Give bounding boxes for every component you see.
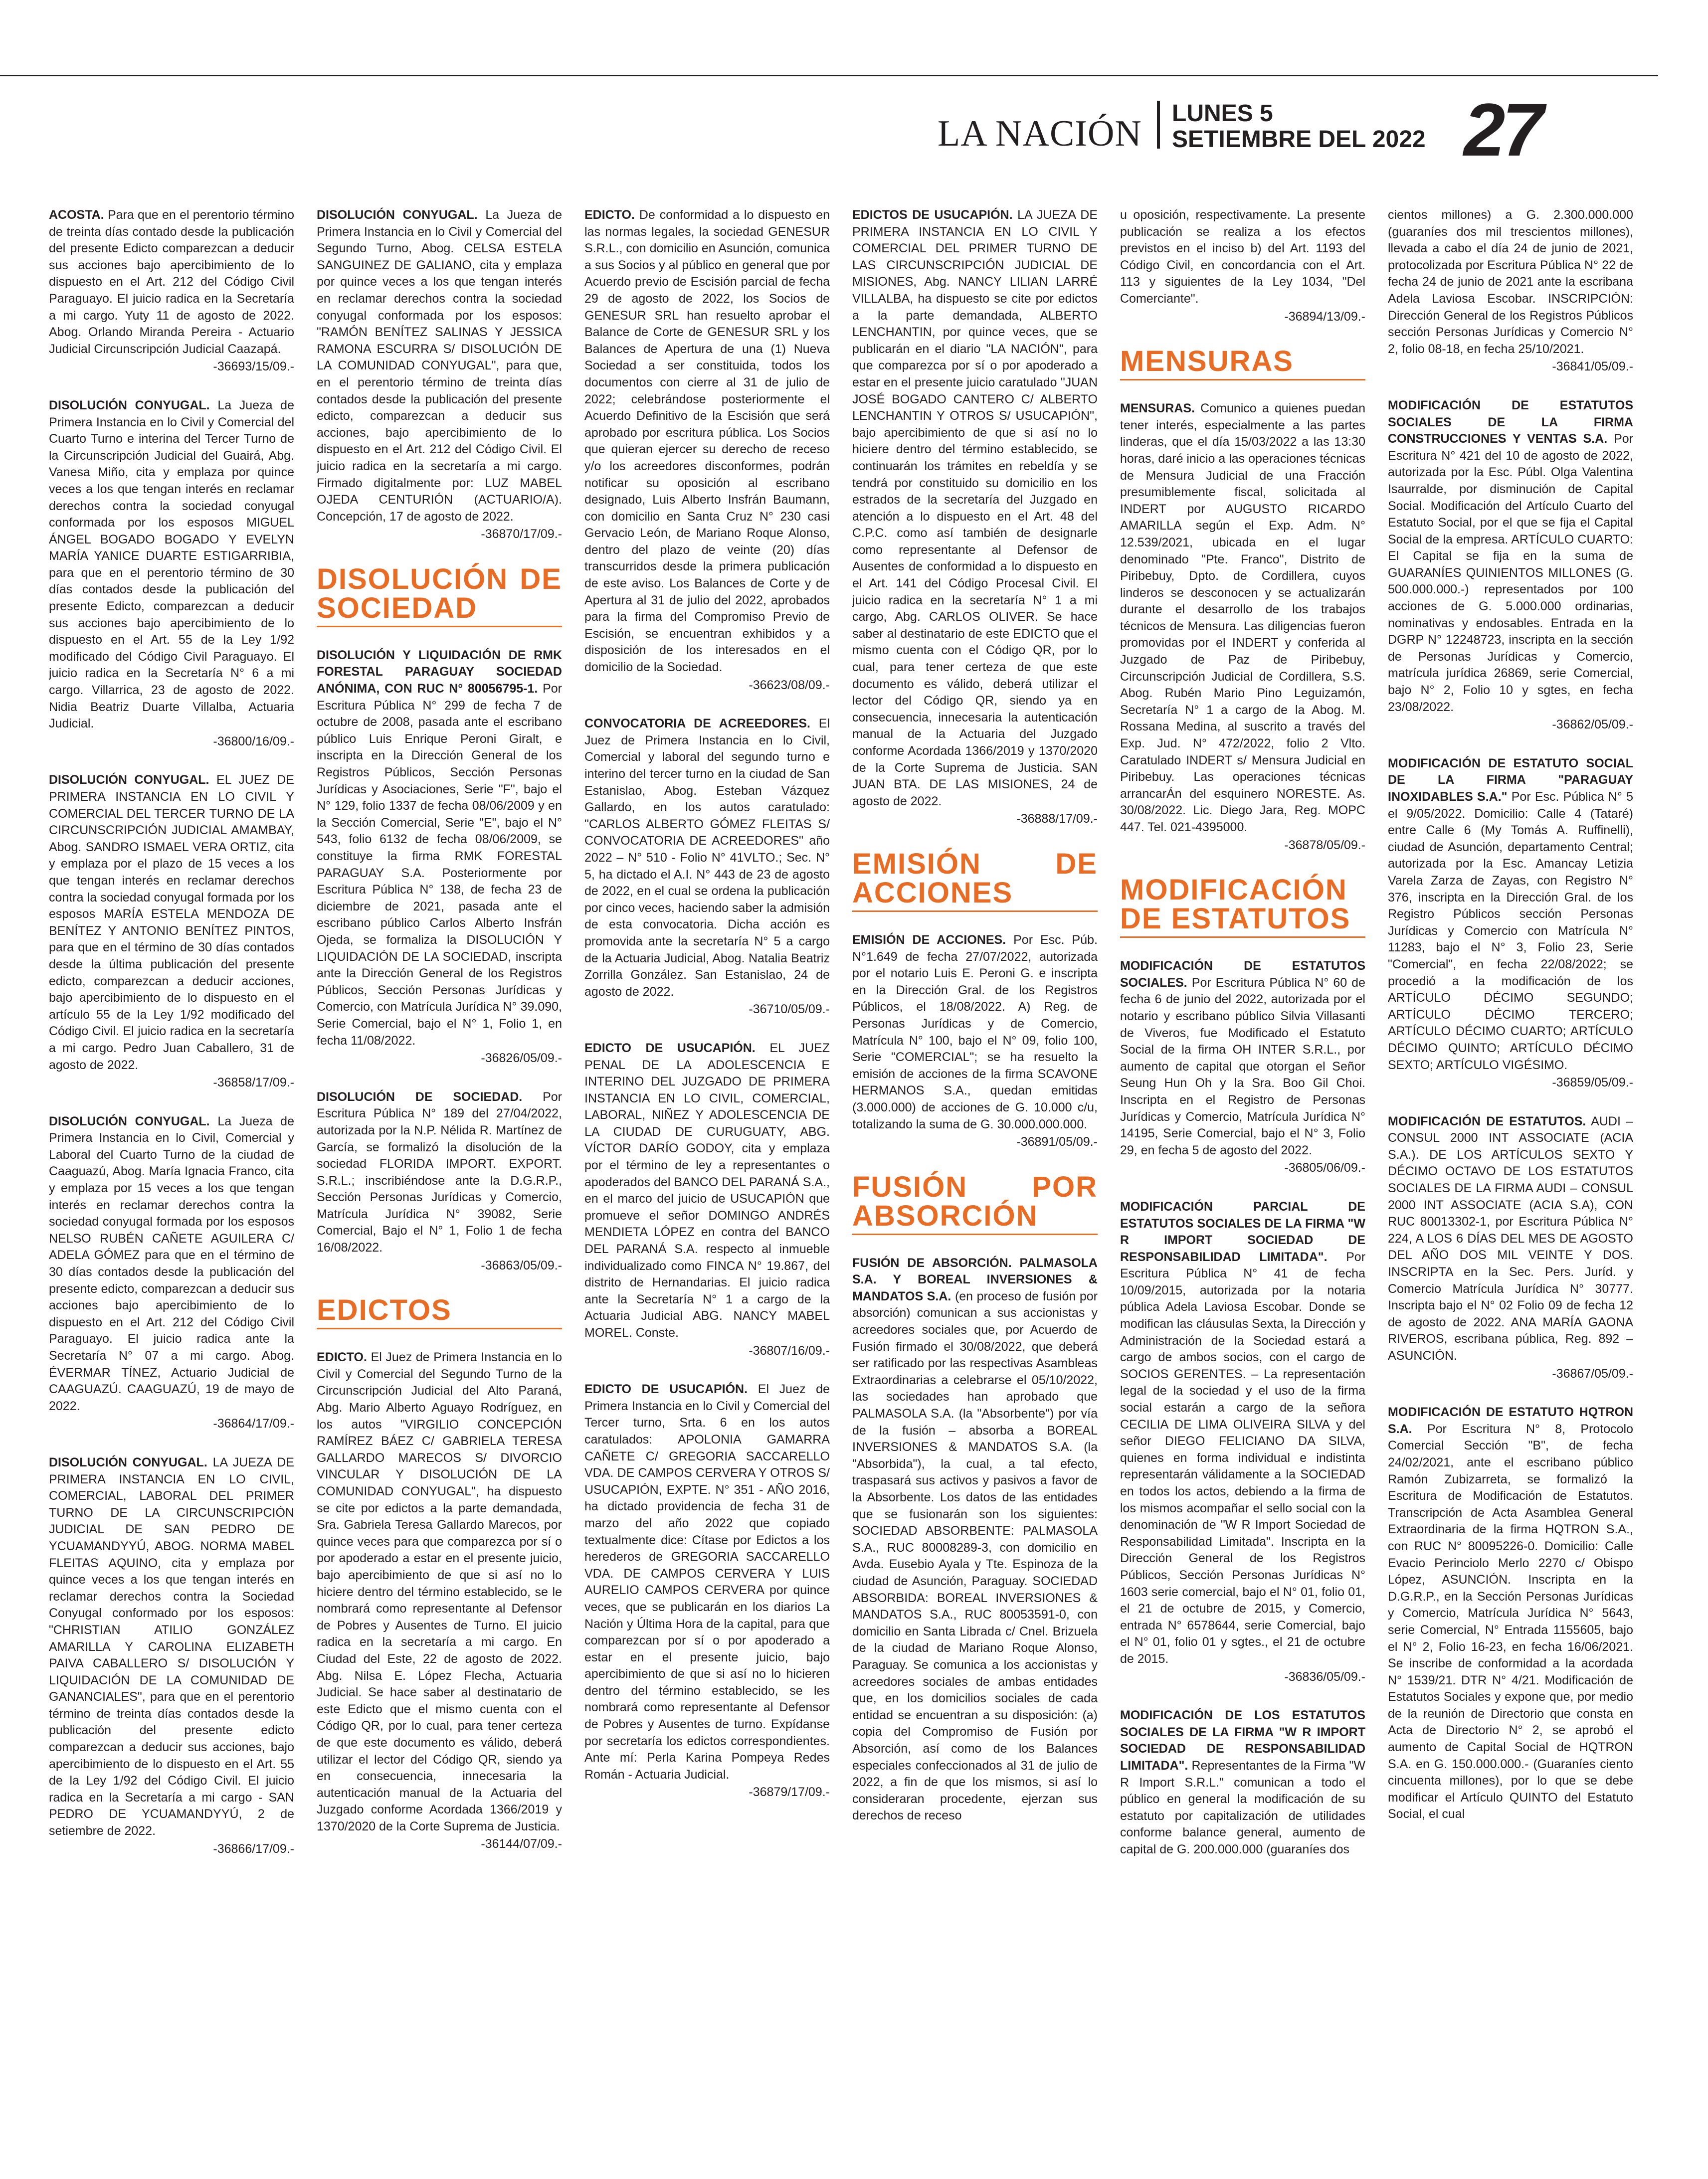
notice-lead: DISOLUCIÓN CONYUGAL.	[49, 1455, 207, 1469]
notice-lead: EDICTO DE USUCAPIÓN.	[584, 1041, 756, 1055]
notice-body: Para que en el perentorio término de treinta días contado desde la publicación del presente Edicto comparezcan a deducir sus acciones bajo apercibimiento de lo dispuesto en el Art. 212 del Código Civil Paraguayo. El juicio radica en la Secretaría a mi cargo. Yuty 11 de agosto de 2022. Abog. Orlando Miranda Pereira - Actuario Judicial Circunscripción Judicial Caazapá.	[49, 208, 294, 356]
masthead	[938, 88, 1608, 172]
notice-reference: -36866/17/09.-	[213, 1841, 294, 1856]
notice-text	[584, 1381, 830, 1783]
notice-body: La Jueza de Primera Instancia en lo Civil y Comercial del Segundo Turno, Abog. CELSA ESTELA SANGUINEZ DE GALIANO, cita y emplaza por quince veces a los que tengan interés en reclamar derechos contra la sociedad conyugal conformada por los esposos: "RAMÓN BENÍTEZ SALINAS Y JESSICA RAMONA ESCURRA S/ DISOLUCIÓN DE LA COMUNIDAD CONYUGAL", para que, en el perentorio término de treinta días contados desde la publicación del presente edicto, comparezcan a deducir sus acciones, bajo apercibimiento de lo dispuesto en el Art. 212 del Código Civil. El juicio radica en la secretaría a mi cargo. Firmado digitalmente por: LUZ MABEL OJEDA CENTURIÓN (ACTUARIO/A). Concepción, 17 de agosto de 2022.	[317, 208, 562, 524]
notice-text	[584, 1040, 830, 1342]
notice-text	[584, 207, 830, 676]
section-heading	[317, 562, 562, 629]
notice-body: LA JUEZA DE PRIMERA INSTANCIA EN LO CIVIL, COMERCIAL, LABORAL DEL PRIMER TURNO DE LA CIRCUNSCRIPCIÓN JUDICIAL DE SAN PEDRO DE YCUAMANDYYÚ, ABOG. NORMA MABEL FLEITAS AQUINO, cita y emplaza por quince veces a los que tengan interés en reclamar derechos contra la Sociedad Conyugal conformado por los esposos: "CHRISTIAN ATILIO GONZÁLEZ AMARILLA Y CAROLINA ELIZABETH PAIVA CABALLERO S/ DISOLUCIÓN Y LIQUIDACIÓN DE LA COMUNIDAD DE GANANCIALES", para que en el perentorio término de treinta días contados desde la publicación del presente edicto comparezcan a deducir sus acciones, bajo apercibimiento de lo dispuesto en el Art. 55 de la Ley 1/92 del Código Civil. El juicio radica en la Secretaría a mi cargo - SAN PEDRO DE YCUAMANDYYÚ, 2 de setiembre de 2022.	[49, 1455, 294, 1838]
section-underline	[317, 626, 562, 627]
notice-lead: MODIFICACIÓN DE ESTATUTO SOCIAL DE LA FIRMA "PARAGUAY INOXIDABLES S.A."	[1388, 756, 1633, 804]
section-heading	[852, 847, 1098, 914]
issue-date-line-2: SETIEMBRE DEL 2022	[1172, 126, 1426, 153]
legal-notice	[584, 716, 830, 1018]
notice-reference: -36710/05/09.-	[749, 1002, 830, 1017]
legal-notice	[852, 1255, 1098, 1824]
notice-text	[49, 397, 294, 732]
legal-notice	[49, 1113, 294, 1433]
notice-text	[49, 1454, 294, 1840]
legal-notice	[1388, 397, 1633, 733]
legal-notice	[1120, 1707, 1365, 1858]
notice-lead: ACOSTA.	[49, 208, 104, 222]
notice-reference: -36891/05/09.-	[1016, 1135, 1098, 1149]
notice-body: El Juez de Primera Instancia en lo Civil y Comercial del Tercer turno, Srta. 6 en los autos caratulados: APOLONIA GAMARRA CAÑETE C/ GREGORIA SACCARELLO VDA. DE CAMPOS CERVERA Y OTROS S/ USUCAPIÓN, EXPTE. N° 351 - AÑO 2016, ha dictado providencia de fecha 31 de marzo del año 2022 que copiado textualmente dice: Cítase por Edictos a los herederos de GREGORIA SACCARELLO VDA. DE CAMPOS CERVERA Y LUIS AURELIO CAMPOS CERVERA por quince veces, que se publicarán en los diarios La Nación y Última Hora de la capital, para que comparezcan por sí o por apoderado a estar en el presente juicio, bajo apercibimiento de que si así no lo hicieren dentro del término establecido, se les nombrará como representante al Defensor de Pobres y Ausentes de turno. Expídanse por secretaría los edictos correspondientes. Ante mí: Perla Karina Pompeya Redes Román - Actuaria Judicial.	[584, 1382, 830, 1782]
notice-body: Por Escritura Pública N° 189 del 27/04/2022, autorizada por la N.P. Nélida R. Martínez de García, se formalizó la disolución de la sociedad FLORIDA IMPORT. EXPORT. S.R.L.; inscribiéndose ante la D.G.R.P., Sección Personas Jurídicas y Comercio, Matrícula Jurídica N° 39082, Serie Comercial, Bajo el N° 1, Folio 1 de fecha 16/08/2022.	[317, 1090, 562, 1255]
notice-reference: -36867/05/09.-	[1552, 1366, 1633, 1381]
notice-lead: DISOLUCIÓN CONYUGAL.	[49, 773, 209, 787]
section-underline	[317, 1328, 562, 1329]
notice-lead: DISOLUCIÓN CONYUGAL.	[317, 208, 478, 222]
notice-text	[49, 1113, 294, 1415]
notice-body: La Jueza de Primera Instancia en lo Civil y Comercial del Cuarto Turno e interina del Tercer Turno de la Circunscripción Judicial del Guairá, Abg. Vanesa Miño, cita y emplaza por quince veces a los que tengan interés en reclamar derechos contra la sociedad conyugal conformada por los esposos MIGUEL ÁNGEL BOGADO BOGADO Y EVELYN MARÍA YANICE DUARTE ESTIGARRIBIA, para que en el perentorio término de 30 días contados desde la publicación del presente Edicto, comparezcan a deducir sus acciones bajo apercibimiento de lo dispuesto en el Art. 55 de la Ley 1/92 modificado del Código Civil Paraguayo. El juicio radica en la Secretaría N° 6 a mi cargo. Villarrica, 23 de agosto de 2022. Nidia Beatriz Duarte Villalba, Actuaria Judicial.	[49, 398, 294, 731]
notice-body: EL JUEZ DE PRIMERA INSTANCIA EN LO CIVIL Y COMERCIAL DEL TERCER TURNO DE LA CIRCUNSCRIPCIÓN JUDICIAL AMAMBAY, Abog. SANDRO ISMAEL VERA ORTIZ, cita y emplaza por el plazo de 15 veces a los que tengan interés en reclamar derechos contra la sociedad conyugal formada por los esposos MARÍA ESTELA MENDOZA DE BENÍTEZ Y ANTONIO BENÍTEZ PINTOS, para que en el término de 30 días contados desde la última publicación del presente edicto, comparezcan a deducir acciones, bajo apercibimiento de lo dispuesto en el artículo 55 de la Ley 1/92 modificado del Código Civil. El juicio radica en la secretaría a mi cargo. Pedro Juan Caballero, 31 de agosto de 2022.	[49, 773, 294, 1072]
notice-reference: -36862/05/09.-	[1552, 718, 1633, 732]
legal-notice	[317, 647, 562, 1067]
section-heading	[852, 1170, 1098, 1237]
notice-body: El Juez de Primera Instancia en lo Civil y Comercial del Segundo Turno de la Circunscripción Judicial del Alto Paraná, Abg. Mario Alberto Aguayo Rodríguez, en los autos "VIRGILIO CONCEPCIÓN RAMÍREZ BÁEZ C/ GABRIELA TERESA GALLARDO MARECOS S/ DIVORCIO VINCULAR Y DISOLUCIÓN DE LA COMUNIDAD CONYUGAL", ha dispuesto se cite por edictos a la parte demandada, Sra. Gabriela Teresa Gallardo Marecos, por quince veces para que comparezca por sí o por apoderado a estar en el presente juicio, bajo apercibimiento de que si así no lo hiciere dentro del término establecido, se le nombrará como representante al Defensor de Pobres y Ausentes de Turno. El juicio radica en la secretaría a mi cargo. En Ciudad del Este, 22 de agosto de 2022. Abg. Nilsa E. López Flecha, Actuaria Judicial. Se hace saber al destinatario de este Edicto que el mismo cuenta con el Código QR, por lo cual, para tener certeza de que este documento es válido, deberá utilizar el lector del Código QR, siendo ya en consecuencia, innecesaria la autenticación manual de la Actuaria del Juzgado conforme Acordada 1366/2019 y 1370/2020 de la Corte Suprema de Justicia.	[317, 1350, 562, 1833]
notice-text	[852, 1255, 1098, 1824]
notice-body: cientos millones) a G. 2.300.000.000 (guaraníes dos mil trescientos millones), llevada a cabo el día 24 de junio de 2021, protocolizada por Escritura Pública N° 22 de fecha 24 de junio de 2021 ante la escribana Adela Laviosa Escobar. INSCRIPCIÓN: Dirección General de los Registros Públicos sección Personas Jurídicas y Comercio N° 2, folio 08-18, en fecha 25/10/2021.	[1388, 208, 1633, 356]
notice-text	[1388, 207, 1633, 358]
notice-body: Representantes de la Firma "W R Import S.R.L." comunican a todo el público en general la modificación de su estatuto por capitalización de utilidades conforme balance general, aumento de capital de G. 200.000.000 (guaraníes dos	[1120, 1758, 1365, 1856]
column-5	[1120, 207, 1365, 2162]
notice-reference: -36894/13/09.-	[1284, 309, 1365, 324]
section-underline	[1120, 936, 1365, 938]
notice-text	[1388, 1113, 1633, 1365]
notice-body: De conformidad a lo dispuesto en las normas legales, la sociedad GENESUR S.R.L., con domicilio en Asunción, comunica a sus Socios y al público en general que por Acuerdo previo de Escisión parcial de fecha 29 de agosto de 2022, los Socios de GENESUR SRL han resuelto aprobar el Balance de Corte de GENESUR SRL y los Balances de Apertura de una (1) Nueva Sociedad a ser constituida, todos los documentos con cierre al 31 de julio de 2022; celebrándose posteriormente el Acuerdo Definitivo de la Escisión que será aprobado por escritura pública. Los Socios que quieran ejercer su derecho de receso y/o los acreedores disconformes, podrán notificar su oposición al escribano designado, Luis Alberto Insfrán Baumann, con domicilio en Santa Cruz N° 230 casi Gervacio León, de Mariano Roque Alonso, dentro del plazo de veinte (20) días transcurridos desde la primera publicación de este aviso. Los Balances de Corte y de Apertura al 31 de julio del 2022, aprobados para la firma del Compromiso Previo de Escisión, se encuentran exhibidos y a disposición de los interesados en el domicilio de la Sociedad.	[584, 208, 830, 675]
notice-reference: -36841/05/09.-	[1552, 360, 1633, 374]
notice-body: AUDI – CONSUL 2000 INT ASSOCIATE (ACIA S.A.). DE LOS ARTÍCULOS SEXTO Y DÉCIMO OCTAVO DE LOS ESTATUTOS SOCIALES DE LA FIRMA AUDI – CONSUL 2000 INT ASSOCIATE (ACIA S.A), CON RUC 80013302-1, por Escritura Pública N° 224, A LOS 6 DÍAS DEL MES DE AGOSTO DEL AÑO DOS MIL VEINTE Y DOS. INSCRIPTA en la Sec. Pers. Juríd. y Comercio Matrícula Jurídica N° 30777. Inscripta bajo el N° 02 Folio 09 de fecha 12 de agosto de 2022. ANA MARÍA GAONA RIVEROS, escribana pública, Reg. 892 – ASUNCIÓN.	[1388, 1114, 1633, 1363]
classifieds-columns	[49, 207, 1635, 2162]
notice-lead: MENSURAS.	[1120, 401, 1195, 416]
section-title: DISOLUCIÓN DE SOCIEDAD	[317, 562, 562, 624]
notice-text	[317, 1349, 562, 1835]
notice-lead: EDICTO.	[584, 208, 635, 222]
notice-text	[1120, 958, 1365, 1159]
section-heading	[317, 1296, 562, 1331]
notice-text	[1120, 1707, 1365, 1858]
notice-reference: -36144/07/09.-	[481, 1837, 562, 1851]
notice-body: El Juez de Primera Instancia en lo Civil, Comercial y laboral del segundo turno e interino del tercer turno en la ciudad de San Estanislao, Abog. Esteban Vázquez Gallardo, en los autos caratulado: "CARLOS ALBERTO GÓMEZ FLEITAS S/ CONVOCATORIA DE ACREEDORES" año 2022 – N° 510 - Folio N° 41VLTO.; Sec. N° 5, ha dictado el A.I. N° 443 de 23 de agosto de 2022, en el cual se ordena la publicación por cinco veces, haciendo saber la admisión de esta convocatoria. Dicha acción es promovida ante la secretaría N° 5 a cargo de la Actuaria Judicial, Abog. Natalia Beatriz Zorrilla González. San Estanislao, 24 de agosto de 2022.	[584, 717, 830, 999]
masthead-divider	[1157, 101, 1160, 149]
notice-lead: EMISIÓN DE ACCIONES.	[852, 932, 1006, 947]
notice-text	[317, 647, 562, 1049]
notice-reference: -36870/17/09.-	[481, 527, 562, 542]
legal-notice	[852, 932, 1098, 1151]
notice-body: EL JUEZ PENAL DE LA ADOLESCENCIA E INTERINO DEL JUZGADO DE PRIMERA INSTANCIA EN LO CIVIL, COMERCIAL, LABORAL, NIÑEZ Y ADOLESCENCIA DE LA CIUDAD DE CURUGUATY, ABG. VÍCTOR DARÍO GODOY, cita y emplaza por el término de ley a representantes o apoderados del BANCO DEL PARANÁ S.A., en el marco del juicio de USUCAPIÓN que promueve el señor DOMINGO ANDRÉS MENDIETA LÓPEZ en contra del BANCO DEL PARANÁ S.A. respecto al inmueble individualizado como FINCA N° 19.867, del distrito de Hernandarias. El juicio radica ante la Secretaría N° 1 a cargo de la Actuaria Judicial ABG. NANCY MABEL MOREL. Conste.	[584, 1041, 830, 1340]
legal-notice	[1388, 755, 1633, 1091]
legal-notice	[49, 397, 294, 750]
legal-notice	[1388, 1404, 1633, 1823]
notice-body: Comunico a quienes puedan tener interés, especialmente a las partes linderas, que el día 15/03/2022 a las 13:30 horas, daré inicio a las operaciones técnicas de Mensura Judicial de una Fracción presumiblemente fiscal, solicitada al INDERT por AUGUSTO RICARDO AMARILLA según el Exp. Adm. N° 12.539/2021, ubicada en el lugar denominado "Pte. Franco", Distrito de Piribebuy, Dpto. de Cordillera, cuyos linderos se desconocen y se actualizarán durante el desarrollo de los trabajos técnicos de Mensura. Las diligencias fueron promovidas por el INDERT y conferida al Juzgado de Paz de Piribebuy, Circunscripción Judicial de Cordillera, S.S. Abog. Rubén Mario Pino Leguizamón, Secretaría N° 1 a cargo de la Abog. M. Rossana Medina, al suscrito a través del Exp. Jud. N° 472/2022, folio 2 Vlto. Caratulado INDERT s/ Mensura Judicial en Piribebuy. Las operaciones técnicas arrancarÁn del esquinero NORESTE. As. 30/08/2022. Lic. Diego Jara, Reg. MOPC 447. Tel. 021-4395000.	[1120, 401, 1365, 834]
notice-text	[1120, 207, 1365, 308]
section-title: MODIFICACIÓN DE ESTATUTOS	[1120, 874, 1351, 935]
notice-lead: EDICTO.	[317, 1350, 367, 1365]
notice-text	[1388, 755, 1633, 1074]
notice-body: Por Escritura Pública N° 299 de fecha 7 de octubre de 2008, pasada ante el escribano público Luis Enrique Peroni Giralt, e inscripta en la Dirección General de los Registros Públicos, Sección Personas Jurídicas y Asociaciones, Serie "F", bajo el N° 129, folio 1337 de fecha 08/06/2009 y en la Sección Comercial, Serie "E", bajo el N° 543, folio 6132 de fecha 08/06/2009, se constituye la firma RMK FORESTAL PARAGUAY S.A. Posteriormente por Escritura Pública N° 138, de fecha 23 de diciembre de 2021, pasada ante el escribano público Carlos Alberto Insfrán Ojeda, se formaliza la DISOLUCIÓN Y LIQUIDACIÓN DE LA SOCIEDAD, inscripta ante la Dirección General de los Registros Públicos, Sección Personas Jurídicas y Comercio, con Matrícula Jurídica N° 39.090, Serie Comercial, bajo el N° 1, Folio 1, en fecha 11/08/2022.	[317, 682, 562, 1048]
notice-text	[1120, 400, 1365, 836]
notice-body: Por Escritura Pública N° 60 de fecha 6 de junio del 2022, autorizada por el notario y escribano público Silvia Villasanti de Viveros, fue Modificado el Estatuto Social de la firma OH INTER S.R.L., por aumento de capital que otorgan el Señor Seung Hun Oh y la Sra. Boo Gil Choi. Inscripta en el Registro de Personas Jurídicas y Comercio, Matrícula Jurídica N° 14195, Serie Comercial, bajo el N° 3, Folio 29, en fecha 5 de agosto del 2022.	[1120, 975, 1365, 1157]
legal-notice	[1120, 1199, 1365, 1685]
notice-lead: DISOLUCIÓN CONYUGAL.	[49, 398, 210, 412]
notice-lead: FUSIÓN DE ABSORCIÓN. PALMASOLA S.A. Y BOREAL INVERSIONES & MANDATOS S.A.	[852, 1256, 1098, 1303]
column-4	[852, 207, 1098, 2162]
notice-text	[317, 207, 562, 525]
section-heading	[1120, 347, 1365, 382]
section-title: EMISIÓN DE ACCIONES	[852, 847, 1098, 909]
page-number: 27	[1464, 88, 1541, 172]
notice-text	[1120, 1199, 1365, 1668]
notice-reference: -36859/05/09.-	[1552, 1076, 1633, 1090]
legal-notice	[49, 207, 294, 375]
notice-reference: -36878/05/09.-	[1284, 838, 1365, 852]
notice-body: Por Escritura N° 421 del 10 de agosto de 2022, autorizada por la Esc. Públ. Olga Valentina Isaurralde, por disminución de Capital Social. Modificación del Artículo Cuarto del Estatuto Social, por el que se fija el Capital Social de la empresa. ARTÍCULO CUARTO: El Capital se fija en la suma de GUARANÍES QUINIENTOS MILLONES (G. 500.000.000.-) representados por 100 acciones de G. 5.000.000 ordinarias, nominativas y endosables. Entrada en la DGRP N° 12248723, inscripta en la sección de Personas Jurídicas y Comercio, matrícula jurídica 26869, serie Comercial, bajo N° 2, Folio 10 y sgtes, en fecha 23/08/2022.	[1388, 432, 1633, 714]
notice-lead: DISOLUCIÓN Y LIQUIDACIÓN DE RMK FORESTAL PARAGUAY SOCIEDAD ANÓNIMA, CON RUC N° 80056795-1.	[317, 648, 562, 696]
notice-lead: DISOLUCIÓN CONYUGAL.	[49, 1114, 210, 1128]
legal-notice	[1120, 400, 1365, 854]
notice-text	[584, 716, 830, 1000]
notice-reference: -36864/17/09.-	[213, 1417, 294, 1431]
section-underline	[1120, 379, 1365, 380]
issue-date-line-1: LUNES 5	[1172, 100, 1273, 127]
notice-reference: -36693/15/09.-	[213, 360, 294, 374]
section-underline	[852, 910, 1098, 912]
section-heading	[1120, 876, 1365, 940]
notice-reference: -36800/16/09.-	[213, 734, 294, 748]
legal-notice	[317, 1089, 562, 1274]
notice-text	[49, 207, 294, 358]
issue-date	[1172, 101, 1426, 153]
notice-body: La Jueza de Primera Instancia en lo Civil, Comercial y Laboral del Cuarto Turno de la ciudad de Caaguazú, Abog. María Ignacia Franco, cita y emplaza por 15 veces a los que tengan interés en reclamar derechos contra la sociedad conyugal formada por los esposos NELSO RUBÉN CAÑETE AGUILERA C/ ADELA GÓMEZ para que en el término de 30 días contados desde la publicación del presente edicto, comparezcan a deducir sus acciones bajo apercibimiento de lo dispuesto en el Art. 212 del Código Civil Paraguayo. El juicio radica ante la Secretaría N° 07 a mi cargo. Abog. ÉVERMAR TÍNEZ, Actuario Judicial de CAAGUAZÚ. CAAGUAZÚ, 19 de mayo de 2022.	[49, 1114, 294, 1413]
notice-body: Por Escritura N° 8, Protocolo Comercial Sección "B", de fecha 24/02/2021, ante el escribano público Ramón Zubizarreta, se formalizó la Escritura de Modificación de Estatutos. Transcripción de Acta Asamblea General Extraordinaria de la firma HQTRON S.A., con RUC N° 80095226-0. Domicilio: Calle Evacio Perinciolo Merlo 2270 c/ Obispo López, ASUNCIÓN. Inscripta en la D.G.R.P., en la Sección Personas Jurídicas y Comercio, Matrícula Jurídica N° 5643, serie Comercial, N° Entrada 1155605, bajo el N° 2, Folio 16-23, en fecha 16/06/2021. Se inscribe de conformidad a la acordada N° 1539/21. DTR N° 4/21. Modificación de Estatutos Sociales y expone que, por medio de la reunión de Directorio que consta en Acta de Directorio N° 2, se aprobó el aumento de Capital Social de HQTRON S.A. en G. 150.000.000.- (Guaraníes ciento cincuenta millones), por lo que se debe modificar el Artículo QUINTO del Estatuto Social, el cual	[1388, 1422, 1633, 1821]
legal-notice	[852, 207, 1098, 828]
legal-notice	[317, 1349, 562, 1853]
notice-reference: -36836/05/09.-	[1284, 1669, 1365, 1684]
column-2	[317, 207, 562, 2162]
notice-reference: -36858/17/09.-	[213, 1076, 294, 1090]
notice-reference: -36863/05/09.-	[481, 1258, 562, 1272]
notice-text	[1388, 397, 1633, 716]
notice-lead: MODIFICACIÓN DE LOS ESTATUTOS SOCIALES DE LA FIRMA "W R IMPORT SOCIEDAD DE RESPONSABILIDAD LIMITADA".	[1120, 1708, 1365, 1773]
notice-lead: DISOLUCIÓN DE SOCIEDAD.	[317, 1090, 523, 1104]
notice-body: (en proceso de fusión por absorción) comunican a sus accionistas y acreedores sociales que, por Acuerdo de Fusión firmado el 30/08/2022, que deberá ser ratificado por las respectivas Asambleas Extraordinarias a celebrarse el 05/10/2022, las sociedades han aprobado que PALMASOLA S.A. (la "Absorbente") por vía de la fusión – absorba a BOREAL INVERSIONES & MANDATOS S.A. (la "Absorbida"), la cual, a tal efecto, traspasará sus activos y pasivos a favor de la Absorbente. Los datos de las entidades que se fusionarán son los siguientes: SOCIEDAD ABSORBENTE: PALMASOLA S.A., RUC 80008289-3, con domicilio en Avda. Eusebio Ayala y Tte. Espinoza de la ciudad de Asunción, Paraguay. SOCIEDAD ABSORBIDA: BOREAL INVERSIONES & MANDATOS S.A., RUC 80053591-0, con domicilio en Santa Librada c/ Cnel. Brizuela de la ciudad de Mariano Roque Alonso, Paraguay. Se comunica a los accionistas y acreedores sociales de ambas entidades que, en los domicilios sociales de cada entidad se encuentran a su disposición: (a) copia del Compromiso de Fusión por Absorción, así como de los Balances especiales confeccionados al 31 de julio de 2022, a fin de que los mismos, si así lo consideraran procedente, ejerzan sus derechos de receso	[852, 1289, 1098, 1823]
legal-notice	[584, 1381, 830, 1801]
notice-reference: -36826/05/09.-	[481, 1051, 562, 1066]
notice-text	[1388, 1404, 1633, 1823]
notice-body: LA JUEZA DE PRIMERA INSTANCIA EN LO CIVIL Y COMERCIAL DEL PRIMER TURNO DE LAS CIRCUNSCRIPCIÓN JUDICIAL DE MISIONES, Abg. NANCY LILIAN LARRÉ VILLALBA, ha dispuesto se cite por edictos a la parte demandada, ALBERTO LENCHANTIN, por quince veces, que se publicarán en el diario "LA NACIÓN", para que comparezca por sí o por apoderado a estar en el presente juicio caratulado "JUAN JOSÉ BOGADO CANTERO C/ ALBERTO LENCHANTIN Y OTROS S/ USUCAPIÓN", bajo apercibimiento de que si así no lo hiciere dentro del término establecido, se continuarán los trámites en rebeldía y se tendrá por constituido su domicilio en los estrados de la secretaría del Juzgado en atención a lo dispuesto en el Art. 48 del C.P.C. como así también de designarle como representante al Defensor de Ausentes de conformidad a lo dispuesto en el Art. 141 del Código Procesal Civil. El juicio radica en la secretaría N° 1 a mi cargo, Abg. CARLOS OLIVER. Se hace saber al destinatario de este EDICTO que el mismo cuenta con el Código QR, por lo cual, para tener certeza de que este documento es válido, deberá utilizar el lector del Código QR, siendo ya en consecuencia, innecesaria la autenticación manual de la Actuaria del Juzgado conforme Acordada 1366/2019 y 1370/2020 de la Corte Suprema de Justicia. SAN JUAN BTA. DE LAS MISIONES, 24 de agosto de 2022.	[852, 208, 1098, 808]
notice-lead: MODIFICACIÓN DE ESTATUTOS SOCIALES DE LA FIRMA CONSTRUCCIONES Y VENTAS S.A.	[1388, 398, 1633, 446]
notice-reference: -36807/16/09.-	[749, 1343, 830, 1358]
section-title: MENSURAS	[1120, 345, 1294, 378]
notice-text	[49, 772, 294, 1074]
legal-notice	[584, 207, 830, 694]
notice-lead: MODIFICACIÓN DE ESTATUTOS SOCIALES.	[1120, 959, 1365, 990]
notice-text	[852, 932, 1098, 1133]
legal-notice	[1388, 1113, 1633, 1383]
legal-notice	[317, 207, 562, 543]
legal-notice	[584, 1040, 830, 1359]
section-underline	[852, 1234, 1098, 1235]
legal-notice	[1120, 958, 1365, 1177]
notice-reference: -36623/08/09.-	[749, 678, 830, 692]
notice-reference: -36879/17/09.-	[749, 1785, 830, 1800]
top-rule	[0, 75, 1658, 76]
notice-reference: -36888/17/09.-	[1016, 812, 1098, 826]
legal-notice	[49, 772, 294, 1091]
notice-body: Por Escritura Pública N° 41 de fecha 10/09/2015, autorizada por la notaria pública Adela Laviosa Escobar. Donde se modifican las cláusulas Sexta, la Dirección y Administración de la Sociedad estará a cargo de ambos socios, con el cargo de SOCIOS GERENTES. – La representación legal de la sociedad y el uso de la firma social estarán a cargo de la señora CECILIA DE LIMA OLIVEIRA SILVA y del señor DIEGO FELICIANO DA SILVA, quienes en forma individual e indistinta representarán válidamente a la SOCIEDAD en todos los actos, debiendo a la firma de los mismos acompañar el sello social con la denominación de "W R Import Sociedad de Responsabilidad Limitada". Inscripta en la Dirección General de los Registros Públicos, Sección Personas Jurídicas N° 1603 serie comercial, bajo el N° 01, folio 01, el 21 de octubre de 2015, y Comercio, entrada N° 6578644, serie Comercial, bajo el N° 01, folio 01 y sgtes., el 21 de octubre de 2015.	[1120, 1250, 1365, 1666]
column-6	[1388, 207, 1633, 2162]
notice-body: Por Esc. Pública N° 5 el 9/05/2022. Domicilio: Calle 4 (Tataré) entre Calle 6 (My Tomás A. Ruffinelli), ciudad de Asunción, departamento Central; autorizada por la Esc. Amancay Letizia Varela Zarza de Zayas, con Registro N° 376, inscripta en la Dirección Gral. de los Registro Públicos sección Personas Jurídicas y Comercio con Matrícula N° 11283, bajo el N° 3, Folio 23, Serie "Comercial", en fecha 22/08/2022; se procedió a la modificación de los ARTÍCULO DÉCIMO SEGUNDO; ARTÍCULO DÉCIMO TERCERO; ARTÍCULO DÉCIMO CUARTO; ARTÍCULO DÉCIMO QUINTO; ARTÍCULO DÉCIMO SEXTO; ARTÍCULO VIGÉSIMO.	[1388, 790, 1633, 1072]
notice-text	[852, 207, 1098, 810]
notice-lead: MODIFICACIÓN PARCIAL DE ESTATUTOS SOCIALES DE LA FIRMA "W R IMPORT SOCIEDAD DE RESPONSABILIDAD LIMITADA".	[1120, 1199, 1365, 1264]
legal-notice	[1120, 207, 1365, 325]
notice-reference: -36805/06/09.-	[1284, 1161, 1365, 1175]
notice-body: u oposición, respectivamente. La presente publicación se realiza a los efectos previstos en el inciso b) del Art. 1193 del Código Civil, en concordancia con el Art. 113 y siguientes de la Ley 1034, "Del Comerciante".	[1120, 208, 1365, 306]
column-1	[49, 207, 294, 2162]
notice-lead: EDICTOS DE USUCAPIÓN.	[852, 208, 1013, 222]
notice-text	[317, 1089, 562, 1257]
notice-lead: MODIFICACIÓN DE ESTATUTOS.	[1388, 1114, 1586, 1128]
notice-body: Por Esc. Púb. N°1.649 de fecha 27/07/2022, autorizada por el notario Luis E. Peroni G. e inscripta en la Dirección Gral. de los Registros Públicos, el 18/08/2022. A) Reg. de Personas Jurídicas y de Comercio, Matrícula N° 100, bajo el N° 09, folio 100, Serie "COMERCIAL"; se ha resuelto la emisión de acciones de la firma SCAVONE HERMANOS S.A., quedan emitidas (3.000.000) de acciones de G. 10.000 c/u, totalizando la suma de G. 30.000.000.000.	[852, 932, 1098, 1131]
legal-notice	[1388, 207, 1633, 375]
newspaper-name: LA NACIÓN	[938, 113, 1142, 154]
notice-lead: MODIFICACIÓN DE ESTATUTO HQTRON S.A.	[1388, 1405, 1633, 1436]
section-title: FUSIÓN POR ABSORCIÓN	[852, 1170, 1098, 1232]
section-title: EDICTOS	[317, 1294, 452, 1327]
column-3	[584, 207, 830, 2162]
legal-notice	[49, 1454, 294, 1857]
notice-lead: EDICTO DE USUCAPIÓN.	[584, 1382, 748, 1397]
notice-lead: CONVOCATORIA DE ACREEDORES.	[584, 717, 810, 731]
